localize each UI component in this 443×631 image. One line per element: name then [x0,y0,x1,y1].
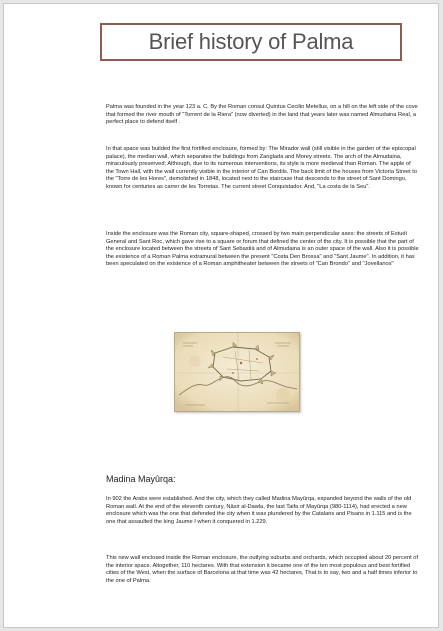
paragraph-enclosure: In that space was builded the first fortified enclosure, formed by: The Mirador wall (still visible in the garden of the episcopal palace), the median wall, which separates the buildings from Zanglada and Morey streets. The arch of the Almudaina, miraculously preserved; Although, due to its numerous interventions, its style is more medieval than Roman. The apple of the Town Hall, with the wall currently visible in the interior of Can Bordils. The back limit of the houses from Victoria Street to the "Torre de les Hores", demolished in 1848, located next to the staircase that descends to the street of Sant Domingo, known for centuries as carrer de les Torretas. The current street Conquistador. And, "La costa de la Seu". [106,146,418,190]
paragraph-new-wall: This new wall enclosed inside the Roman enclosure, the outlying suburbs and orchards, which occupied about 20 percent of the interior space. Altogether, 110 hectares. With that extension it became one of the ten most populous and best fortified cities of the West, when the surface of Barcelona at that time was 42 hectares, That is to say, two and a half times inferior to the one of Palma. [106,555,419,584]
historical-map-image [174,332,300,412]
paragraph-arab-period: In 902 the Arabs were established. And the city, which they called Madina Mayûrqa, expanded beyond the walls of the old Roman wall. At the end of the eleventh century, Nâsir al-Dawla, the last Taifa of Mayûrqa (980-1114), had erected a new enclosure which was the one that defended the city when it was plundered by the Catalans and Pisans in 1.115 and is the one that assaulted the king Jaume I when it conquered in 1.229. [106,496,412,525]
section-heading: Madina Mayûrqa: [106,474,176,484]
map-drawing [175,333,300,412]
page-title: Brief history of Palma [148,29,354,54]
paragraph-roman-city: Inside the enclosure was the Roman city, square-shaped, crossed by two main perpendicular axes: the streets of Estudi General and Sant Roc, which gave rise to a square or forum that defined the center of the city. It is possible that the part of the enclosure located between the streets of Sant Sebastià and of Almudaina is an outer space of the wall. Also it is possible the existence of a Roman Palma extramural between the present "Costa Den Brossa" and "Sant Jaume". In addition, it has been speculated on the existence of a Roman amphitheater between the streets of "Can Brondo" and "Jovellanos" [106,231,419,268]
paragraph-founding: Palma was founded in the year 123 a. C. By the Roman consul Quintus Cecilio Metellus, on a hill on the left side of the cove that formed the river mouth of "Torrent de la Riera" (now diverted) in the land that years later was named Almudaina Real, a perfect place to defend itself . [106,104,418,126]
document-page [3,3,439,628]
title-box [100,23,402,61]
